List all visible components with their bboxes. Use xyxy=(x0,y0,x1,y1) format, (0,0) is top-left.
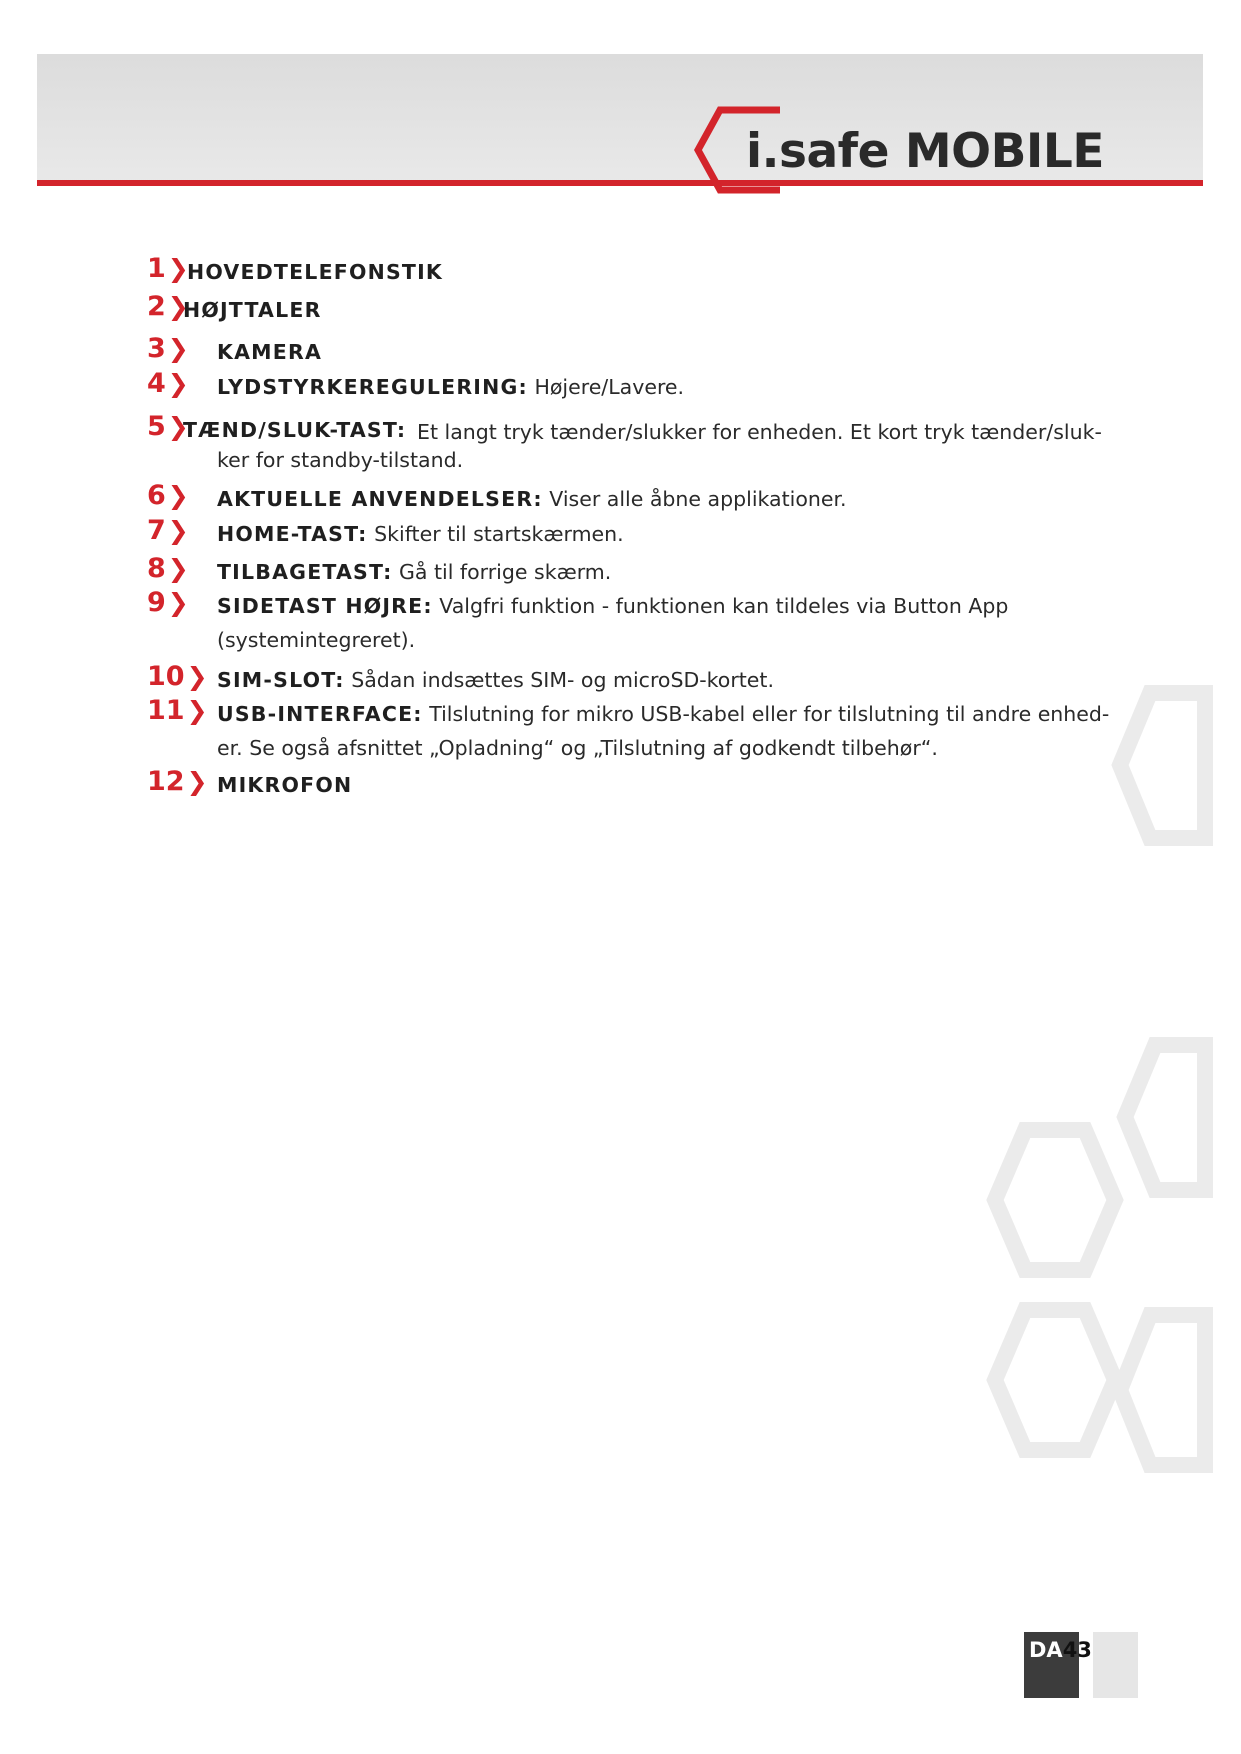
language-code: DA xyxy=(1029,1638,1063,1662)
item-description: Gå til forrige skærm. xyxy=(399,560,612,584)
chevron-right-icon: ❯ xyxy=(186,696,208,725)
item-description: Sådan indsættes SIM- og microSD-kortet. xyxy=(351,668,774,692)
chevron-right-icon: ❯ xyxy=(167,481,189,510)
chevron-right-icon: ❯ xyxy=(167,516,189,545)
item-number: 9❯ xyxy=(147,587,189,618)
item-label: SIM-SLOT: xyxy=(217,668,345,692)
item-label: TILBAGETAST: xyxy=(217,560,393,584)
page-number xyxy=(1029,1638,1092,1662)
chevron-right-icon: ❯ xyxy=(167,554,189,583)
item-number: 5❯ xyxy=(147,411,189,442)
item-label: MIKROFON xyxy=(217,773,353,797)
chevron-right-icon: ❯ xyxy=(186,662,208,691)
page-tab-light xyxy=(1093,1632,1138,1698)
item-label: LYDSTYRKEREGULERING: xyxy=(217,375,528,399)
item-number: 11❯ xyxy=(147,695,208,726)
item-description-continued: ker for standby-tilstand. xyxy=(217,448,464,472)
item-number: 7❯ xyxy=(147,515,189,546)
item-description: Skifter til startskærmen. xyxy=(374,522,624,546)
item-number: 8❯ xyxy=(147,553,189,584)
chevron-right-icon: ❯ xyxy=(167,334,189,363)
item-label: HØJTTALER xyxy=(183,298,322,322)
item-label: HOME-TAST: xyxy=(217,522,368,546)
item-description: Tilslutning for mikro USB-kabel eller for tilslutning til andre enhed- xyxy=(429,702,1110,726)
chevron-right-icon: ❯ xyxy=(167,254,189,283)
item-label: TÆND/SLUK-TAST: xyxy=(183,418,407,442)
chevron-right-icon: ❯ xyxy=(167,412,189,441)
item-description: Viser alle åbne applikationer. xyxy=(549,487,847,511)
chevron-right-icon: ❯ xyxy=(167,588,189,617)
item-number: 10❯ xyxy=(147,661,208,692)
item-label: USB-INTERFACE: xyxy=(217,702,423,726)
item-description-continued: (systemintegreret). xyxy=(217,628,416,652)
chevron-right-icon: ❯ xyxy=(167,369,189,398)
item-description: Højere/Lavere. xyxy=(534,375,685,399)
item-label: HOVEDTELEFONSTIK xyxy=(187,260,444,284)
item-number: 4❯ xyxy=(147,368,189,399)
item-label: AKTUELLE ANVENDELSER: xyxy=(217,487,543,511)
logo-text: i.safe MOBILE xyxy=(746,124,1104,179)
item-description: Valgfri funktion - funktionen kan tildeles via Button App xyxy=(439,594,1009,618)
item-description-continued: er. Se også afsnittet „Opladning“ og „Tilslutning af godkendt tilbehør“. xyxy=(217,736,938,760)
item-description: Et langt tryk tænder/slukker for enheden. Et kort tryk tænder/sluk- xyxy=(417,420,1102,444)
item-number: 3❯ xyxy=(147,333,189,364)
item-number: 12❯ xyxy=(147,766,208,797)
item-label: KAMERA xyxy=(217,340,323,364)
page-number-value: 43 xyxy=(1062,1638,1092,1662)
item-number: 1❯ xyxy=(147,253,189,284)
item-label: SIDETAST HØJRE: xyxy=(217,594,433,618)
item-number: 2❯ xyxy=(147,291,189,322)
brand-logo xyxy=(690,104,1110,214)
item-number: 6❯ xyxy=(147,480,189,511)
chevron-right-icon: ❯ xyxy=(167,292,189,321)
chevron-right-icon: ❯ xyxy=(186,767,208,796)
